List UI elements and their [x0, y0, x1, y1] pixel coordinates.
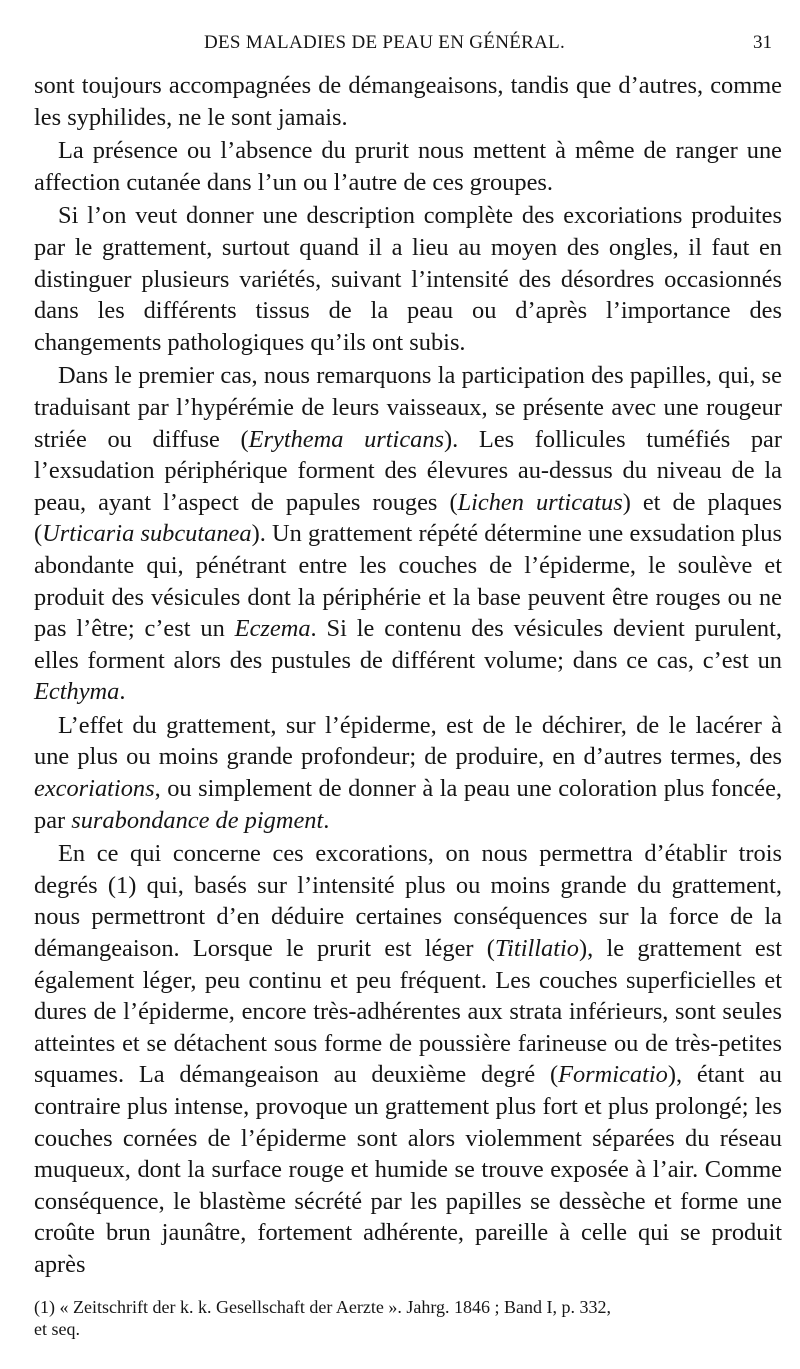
italic-term: excoriations: [34, 775, 155, 803]
italic-term: Lichen urticatus: [457, 488, 623, 516]
paragraph-1: [34, 70, 782, 133]
body-text: [34, 70, 782, 1283]
footnote-text: « Zeitschrift der k. k. Gesellschaft der Aerzte ». Jahrg. 1846 ; Band I, p. 332,: [59, 1297, 612, 1317]
text-run: ), étant au contraire plus intense, provoque un grattement plus fort et plus prolongé; les couches cornées de l’épiderme sont alors violemment séparées du réseau muqueux, dont la surface rouge et humide se trouve exposée à l’air. Comme conséquence, le blastème sécrété par les papilles se dessèche et forme une croûte brun jaunâtre, fortement adhérente, pareille à celle qui se produit après: [34, 1061, 783, 1278]
text-run: . Si le contenu des vésicules devient purulent, elles forment alors des pustules de différent volume; dans ce cas, c’est un: [34, 615, 782, 674]
text-run: , ou simplement de donner à la peau une coloration plus foncée, par: [34, 775, 782, 834]
text-run: ). Un grattement répété détermine une exsudation plus abondante qui, pénétrant entre les couches de l’épiderme, le soulève et produit des vésicules dont la périphérie et la base peuvent être rouges ou ne pas l’être; c’est un: [34, 520, 782, 643]
running-head: [34, 32, 778, 62]
footnote: [34, 1296, 782, 1340]
text-run: ) et de plaques (: [34, 488, 782, 548]
text-run: .: [323, 806, 330, 834]
text-run: En ce qui concerne ces excorations, on nous permettra d’établir trois degrés (1) qui, basés sur l’intensité plus ou moins grande du grattement, nous permettront d’en déduire certaines conséquences sur la force de la démangeaison. Lorsque le prurit est léger (: [34, 840, 782, 963]
text-run: .: [119, 678, 126, 706]
paragraph-3: [34, 200, 782, 358]
page-number: 31: [753, 32, 772, 53]
text-run: ). Les follicules tuméfiés par l’exsudation périphérique forment des élevures au-dessus du niveau de la peau, ayant l’aspect de papules rouges (: [34, 425, 783, 516]
italic-term: Formicatio: [558, 1061, 668, 1089]
text-run: La présence ou l’absence du prurit nous mettent à même de ranger une affection cutanée dans l’un ou l’autre de ces groupes.: [34, 137, 782, 196]
running-title: DES MALADIES DE PEAU EN GÉNÉRAL.: [204, 32, 566, 53]
text-run: Si l’on veut donner une description complète des excoriations produites par le grattement, surtout quand il a lieu au moyen des ongles, il faut en distinguer plusieurs variétés, suivant l’intensité des désordres occasionnés dans les différents tissus de la peau ou d’après l’importance des changements pathologiques qu’ils ont subis.: [34, 202, 782, 356]
footnote-continuation: et seq.: [34, 1319, 80, 1339]
paragraph-5: [34, 710, 782, 836]
text-run: L’effet du grattement, sur l’épiderme, est de le déchirer, de le lacérer à une plus ou moins grande profondeur; de produire, en d’autres termes, des: [34, 711, 782, 771]
italic-term: Erythema urticans: [248, 425, 445, 453]
text-run: Dans le premier cas, nous remarquons la participation des papilles, qui, se traduisant par l’hypérémie de leurs vaisseaux, se présente avec une rougeur striée ou diffuse (: [34, 362, 782, 453]
italic-term: Titillatio: [494, 935, 579, 963]
italic-term: Eczema: [234, 615, 311, 643]
italic-term: Urticaria subcutanea: [42, 520, 252, 548]
text-run: ), le grattement est également léger, peu continu et peu fréquent. Les couches superficielles et dures de l’épiderme, encore très-adhérentes aux strata inférieurs, sont seules atteintes et se détachent sous forme de poussière farineuse ou de très-petites squames. La démangeaison au deuxième degré (: [34, 935, 782, 1089]
footnote-marker: (1): [34, 1297, 55, 1317]
italic-term: Ecthyma: [34, 678, 120, 706]
text-run: sont toujours accompagnées de démangeaisons, tandis que d’autres, comme les syphilides, ne le sont jamais.: [34, 72, 782, 131]
paragraph-4: [34, 360, 782, 708]
paragraph-2: [34, 135, 782, 198]
paragraph-6: [34, 838, 782, 1280]
italic-term: surabondance de pigment: [71, 806, 324, 834]
